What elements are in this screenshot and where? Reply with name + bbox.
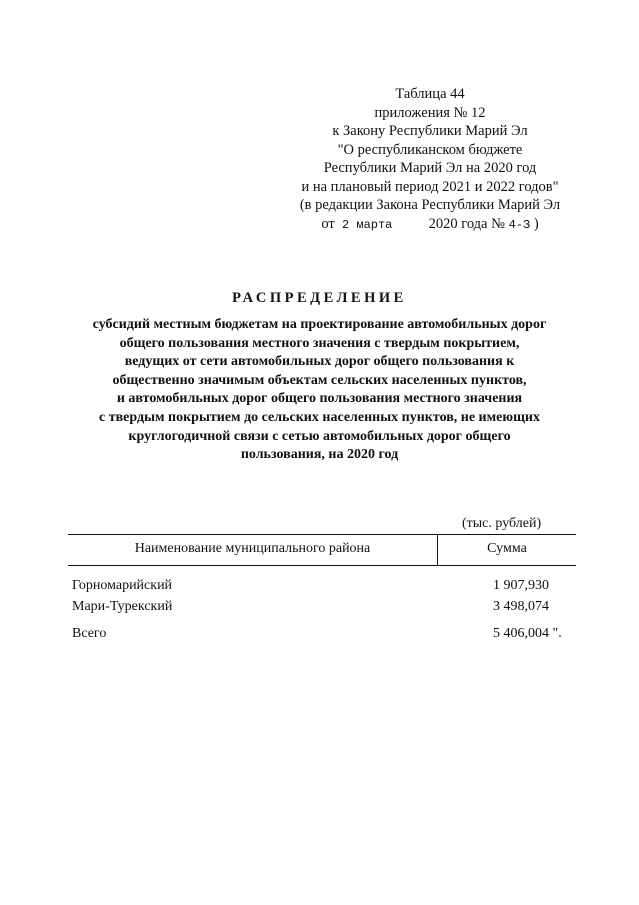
table-top-rule [68, 534, 576, 535]
header-line: приложения № 12 [374, 104, 486, 121]
header-line: к Закону Республики Марий Эл [332, 123, 528, 139]
document-subtitle [40, 316, 599, 465]
column-header-sum: Сумма [487, 541, 527, 556]
header-line: и на плановый период 2021 и 2022 годов" [301, 178, 559, 195]
total-label: Всего [72, 626, 107, 641]
close-paren: ) [533, 215, 539, 232]
row-name: Мари-Турекский [72, 599, 173, 614]
subtitle-line: и автомобильных дорог общего пользования местного значения [116, 391, 523, 407]
table-header-rule [68, 565, 576, 566]
header-date-line [280, 215, 580, 235]
header-line: (в редакции Закона Республики Марий Эл [299, 197, 561, 213]
header-line: Республики Марий Эл на 2020 год [323, 160, 537, 176]
row-value: 3 498,074 [493, 599, 549, 614]
subtitle-line: субсидий местным бюджетам на проектирование автомобильных дорог [92, 317, 547, 332]
subtitle-line: круглогодичной связи с сетью автомобильных дорог общего [128, 428, 511, 444]
header-line: "О республиканском бюджете [337, 141, 523, 158]
total-value: 5 406,004 ". [493, 626, 562, 641]
subtitle-line: ведущих от сети автомобильных дорог общего пользования к [124, 354, 515, 370]
row-name: Горномарийский [72, 578, 173, 593]
subtitle-line: общественно значимым объектам сельских населенных пунктов, [112, 372, 527, 388]
document-header [280, 85, 580, 234]
table-unit: (тыс. рублей) [462, 516, 542, 531]
row-value: 1 907,930 [493, 578, 549, 593]
document-title: РАСПРЕДЕЛЕНИЕ [232, 290, 407, 306]
subtitle-line: пользования, на 2020 год [240, 447, 399, 463]
subtitle-line: с твердым покрытием до сельских населенных пунктов, не имеющих [99, 409, 540, 425]
subtitle-line: общего пользования местного значения с твердым покрытием, [119, 335, 520, 351]
column-header-name: Наименование муниципального района [134, 541, 371, 556]
year-text: 2020 года № [428, 215, 505, 232]
law-number: 4-З [508, 217, 531, 232]
date-value: 2 марта [341, 217, 393, 232]
date-prefix: от [321, 215, 335, 232]
header-line: Таблица 44 [395, 86, 465, 102]
